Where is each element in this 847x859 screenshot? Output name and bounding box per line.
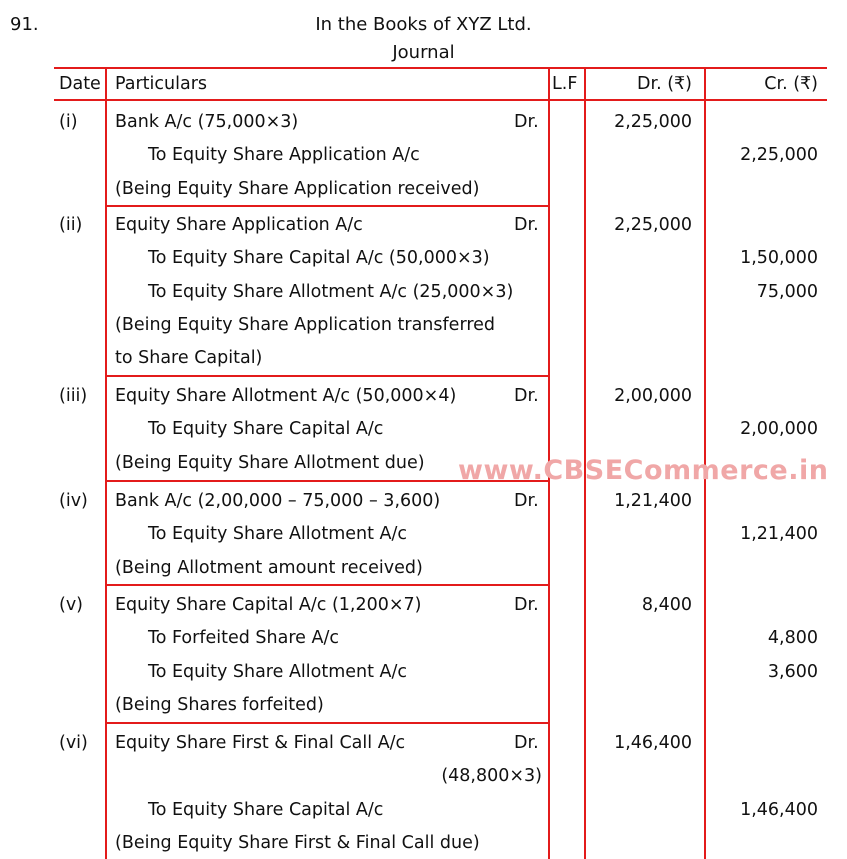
entry-debit-account: Equity Share Application A/c [115,215,363,235]
table-top-rule [54,67,827,69]
entry-narration: (Being Equity Share Allotment due) [115,453,425,473]
credit-amount: 1,46,400 [740,800,818,820]
entry-separator [105,205,550,207]
column-header-date: Date [59,74,101,94]
debit-marker: Dr. [514,491,539,511]
entry-date: (iv) [59,491,88,511]
header-bottom-rule [54,99,827,101]
debit-marker: Dr. [514,112,539,132]
entry-date: (i) [59,112,78,132]
debit-marker: Dr. [514,215,539,235]
entry-date: (vi) [59,733,88,753]
debit-marker: Dr. [514,733,539,753]
debit-amount: 2,25,000 [614,112,692,132]
entry-credit-account: To Equity Share Capital A/c (50,000×3) [148,248,490,268]
column-header-credit: Cr. (₹) [764,74,818,94]
entry-credit-account: To Equity Share Allotment A/c [148,662,408,682]
credit-amount: 3,600 [767,662,818,682]
entry-debit-account: Bank A/c (75,000×3) [115,112,299,132]
debit-amount: 1,46,400 [614,733,692,753]
debit-marker: Dr. [514,386,539,406]
debit-amount: 8,400 [641,595,692,615]
entry-narration: (Being Shares forfeited) [115,695,324,715]
entry-date: (v) [59,595,84,615]
entry-date: (iii) [59,386,88,406]
watermark: www.CBSECommerce.in [458,455,829,486]
credit-amount: 2,25,000 [740,145,818,165]
entry-debit-account: Equity Share Capital A/c (1,200×7) [115,595,422,615]
entry-credit-account: To Equity Share Capital A/c [148,419,384,439]
column-header-lf: L.F [552,74,578,94]
entry-date: (ii) [59,215,83,235]
debit-amount: 2,25,000 [614,215,692,235]
entry-separator [105,584,550,586]
entry-credit-account: To Forfeited Share A/c [148,628,339,648]
column-header-debit: Dr. (₹) [637,74,692,94]
entry-debit-account: Equity Share Allotment A/c (50,000×4) [115,386,457,406]
entry-debit-account: Bank A/c (2,00,000 – 75,000 – 3,600) [115,491,441,511]
credit-amount: 1,50,000 [740,248,818,268]
entry-narration: (Being Equity Share First & Final Call due) [115,833,480,853]
entry-credit-account: To Equity Share Application A/c [148,145,420,165]
entry-line-note: (48,800×3) [441,766,542,786]
credit-amount: 2,00,000 [740,419,818,439]
entry-credit-account: To Equity Share Allotment A/c (25,000×3) [148,282,514,302]
entry-credit-account: To Equity Share Allotment A/c [148,524,408,544]
page-title: In the Books of XYZ Ltd. [315,14,532,35]
entry-separator [105,722,550,724]
debit-amount: 2,00,000 [614,386,692,406]
debit-amount: 1,21,400 [614,491,692,511]
entry-debit-account: Equity Share First & Final Call A/c [115,733,406,753]
column-header-particulars: Particulars [115,74,208,94]
question-number: 91. [10,14,39,35]
debit-marker: Dr. [514,595,539,615]
credit-amount: 1,21,400 [740,524,818,544]
date-column-divider [105,67,107,859]
entry-narration: (Being Allotment amount received) [115,558,423,578]
entry-narration: (Being Equity Share Application transferred [115,315,496,335]
entry-narration: (Being Equity Share Application received) [115,179,480,199]
page-subtitle: Journal [392,42,455,63]
entry-narration: to Share Capital) [115,348,263,368]
credit-amount: 75,000 [756,282,818,302]
credit-amount: 4,800 [767,628,818,648]
entry-separator [105,375,550,377]
entry-credit-account: To Equity Share Capital A/c [148,800,384,820]
